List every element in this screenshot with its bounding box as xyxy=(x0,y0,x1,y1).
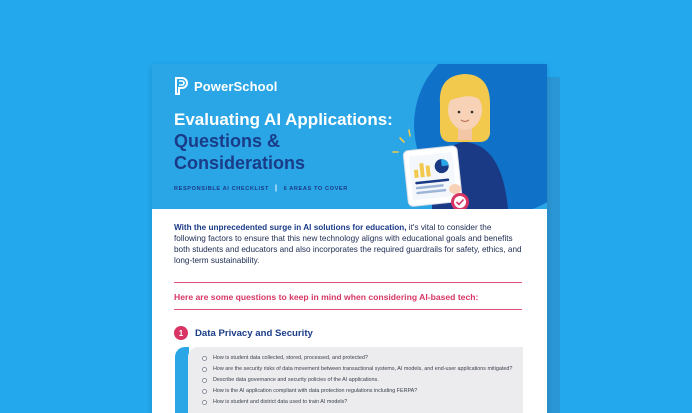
brand-name: PowerSchool xyxy=(194,78,278,94)
intro-body: it's vital to consider the following factors to ensure that this new technology aligns with educational goals and benefits both students and educators and also incorporates the required guardrails for safety, ethics, and long-term sustainability. xyxy=(174,223,522,265)
question-text: How are the security risks of data movement between transactional systems, AI models, and end-user applications mitigated? xyxy=(213,365,513,372)
intro-paragraph xyxy=(174,222,524,266)
question-item xyxy=(202,388,517,396)
checkbox-circle-icon[interactable] xyxy=(202,367,207,372)
hero-header xyxy=(152,64,547,209)
checkbox-circle-icon[interactable] xyxy=(202,400,207,405)
question-item xyxy=(202,366,517,374)
divider-bottom xyxy=(174,309,522,310)
panel-accent-bar xyxy=(175,347,189,413)
checkbox-circle-icon[interactable] xyxy=(202,378,207,383)
subline-right: 6 AREAS TO COVER xyxy=(283,185,348,192)
question-item xyxy=(202,355,517,363)
section-header xyxy=(174,326,313,340)
subline-separator: | xyxy=(275,185,278,192)
checkbox-circle-icon[interactable] xyxy=(202,356,207,361)
question-text: Describe data governance and security policies of the AI applications. xyxy=(213,376,379,383)
subline-left: RESPONSIBLE AI CHECKLIST xyxy=(174,185,269,192)
section-number-badge: 1 xyxy=(174,326,188,340)
powerschool-logo-icon xyxy=(174,77,188,95)
intro-lead: With the unprecedented surge in AI solutions for education, xyxy=(174,223,407,232)
brand-logo xyxy=(174,77,277,95)
title-line-2: Questions & Considerations xyxy=(174,131,306,173)
title-line-1: Evaluating AI Applications: xyxy=(174,110,393,129)
woman-holding-tablet-illustration xyxy=(392,64,547,209)
questions-prompt: Here are some questions to keep in mind when considering AI-based tech: xyxy=(174,292,479,302)
checkbox-circle-icon[interactable] xyxy=(202,389,207,394)
question-item xyxy=(202,377,517,385)
question-list xyxy=(202,355,517,410)
checklist-page xyxy=(152,64,547,413)
question-text: How is the AI application compliant with data protection regulations including FERPA? xyxy=(213,387,418,394)
question-text: How is student and district data used to train AI models? xyxy=(213,398,348,405)
question-item xyxy=(202,399,517,407)
section-title: Data Privacy and Security xyxy=(195,327,313,339)
question-text: How is student data collected, stored, processed, and protected? xyxy=(213,355,368,361)
checklist-subline xyxy=(174,185,348,192)
questions-panel xyxy=(188,347,523,413)
divider-top xyxy=(174,282,522,283)
